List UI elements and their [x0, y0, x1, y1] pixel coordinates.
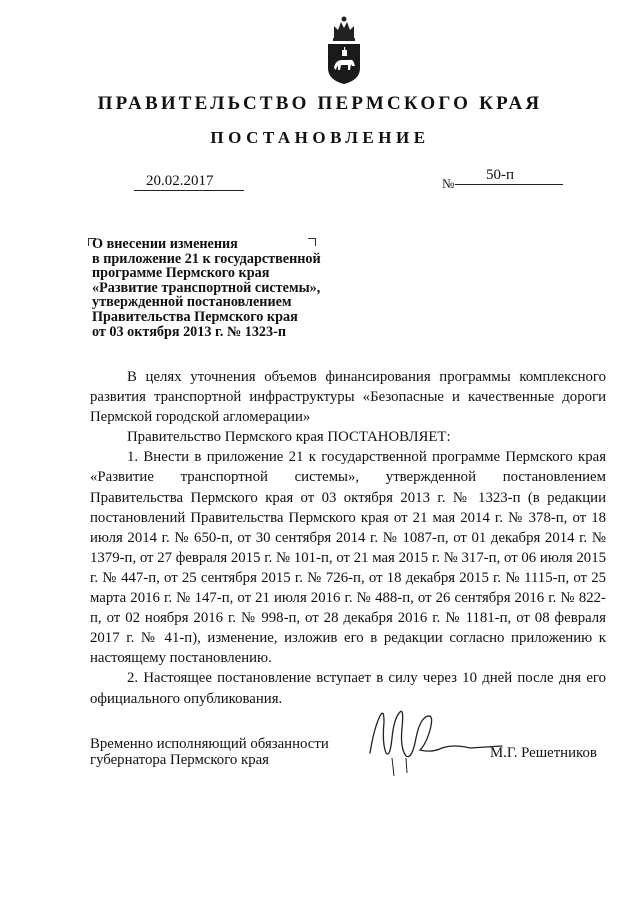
subject-line: в приложение 21 к государственной — [92, 250, 321, 267]
intro-paragraph: В целях уточнения объемов финансирования программы комплексного развития транспортной инфраструктуры «Безопасные и качественные дороги Пермской городской агломерации» — [90, 369, 606, 426]
document-number: 50-п — [486, 167, 515, 183]
subject-line: «Развитие транспортной системы», — [92, 279, 321, 296]
subject-line: программе Пермского края — [92, 265, 270, 282]
position-line: губернатора Пермского края — [90, 751, 269, 768]
resolves-paragraph: Правительство Пермского края ПОСТАНОВЛЯЕТ: — [127, 429, 451, 446]
document-type: ПОСТАНОВЛЕНИЕ — [210, 128, 430, 147]
number-underline — [455, 184, 563, 185]
subject-line: Правительства Пермского края — [92, 308, 298, 325]
signatory-position — [90, 737, 329, 768]
item-1-paragraph: 1. Внести в приложение 21 к государственной программе Пермского края «Развитие транспортной системы», утвержденной постановлением Правительства Пермского края от 03 октября 2013 г. № 1323-п (в редакции постановлений Правительства Пермского края от 21 мая 2014 г. № 378-п, от 18 июля 2014 г. № 650-п, от 30 сентября 2014 г. № 1087-п, от 01 декабря 2014 г. № 1379-п, от 27 февраля 2015 г. № 101-п, от 21 мая 2015 г. № 317-п, от 06 июля 2015 г. № 447-п, от 25 сентября 2015 г. № 726-п, от 18 декабря 2015 г. № 1115-п, от 25 марта 2016 г. № 147-п, от 21 июля 2016 г. № 488-п, от 26 сентября 2016 г. № 822-п, от 02 ноября 2016 г. № 998-п, от 28 декабря 2016 г. № 1181-п, от 08 февраля 2017 г. № 41-п), изменение, изложив его в редакции согласно приложению к настоящему постановлению. — [90, 449, 606, 667]
position-line: Временно исполняющий обязанности — [90, 736, 329, 752]
subject-line: от 03 октября 2013 г. № 1323-п — [92, 323, 287, 340]
signatory-name: М.Г. Решетников — [490, 745, 597, 761]
subject-line: О внесении изменения — [92, 236, 238, 252]
document-subject — [92, 237, 352, 339]
handwritten-signature — [362, 698, 512, 778]
coat-of-arms-icon — [324, 14, 364, 86]
item-2-paragraph: 2. Настоящее постановление вступает в силу через 10 дней после дня его официального опубликования. — [90, 670, 606, 707]
document-body — [90, 367, 606, 709]
subject-line: утвержденной постановлением — [92, 294, 292, 311]
number-sign: № — [442, 176, 455, 191]
government-title: ПРАВИТЕЛЬСТВО ПЕРМСКОГО КРАЯ — [97, 93, 543, 114]
date-underline — [134, 190, 244, 191]
document-date: 20.02.2017 — [146, 173, 214, 189]
